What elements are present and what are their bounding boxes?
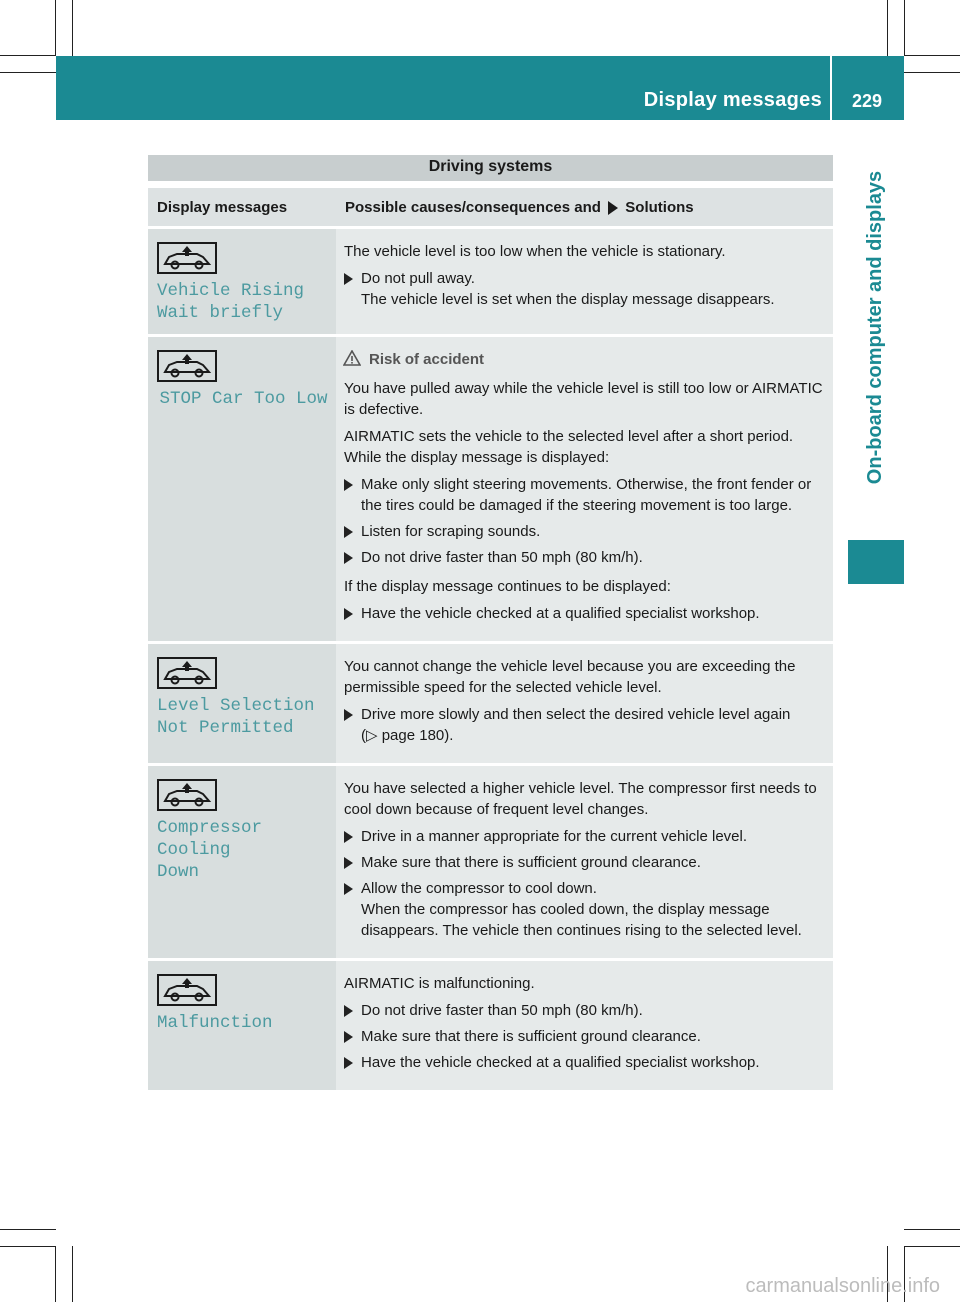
- action-text: Allow the compressor to cool down.: [361, 880, 597, 897]
- warning-triangle-icon: [343, 350, 361, 366]
- solution-cell: [336, 336, 833, 643]
- cause-text: AIRMATIC is malfunctioning.: [344, 975, 535, 992]
- side-tab-label-wrap: [848, 121, 904, 534]
- watermark: carmanualsonline.info: [745, 1275, 940, 1297]
- display-message-cell: [148, 765, 336, 960]
- crop-mark: [904, 1229, 960, 1230]
- crop-mark: [887, 0, 888, 56]
- action-item: Listen for scraping sounds.: [344, 521, 827, 542]
- message-line: Wait briefly: [157, 303, 284, 323]
- vehicle-level-icon: [157, 974, 217, 1006]
- cause-text: You have selected a higher vehicle level. The compressor first needs to cool down because of frequent level changes.: [344, 780, 817, 818]
- vehicle-level-icon: [157, 779, 217, 811]
- crop-mark: [0, 55, 56, 56]
- message-line: Compressor Cooling: [157, 818, 263, 860]
- warning-heading: [369, 349, 827, 370]
- action-arrow-icon: [608, 201, 618, 215]
- page-ref[interactable]: (▷ page 180).: [361, 727, 454, 744]
- cause-text: AIRMATIC sets the vehicle to the selected level after a short period. While the display message is displayed:: [344, 428, 794, 466]
- vehicle-level-icon: [157, 242, 217, 274]
- cause-text: If the display message continues to be displayed:: [344, 578, 671, 595]
- crop-mark: [904, 0, 905, 56]
- crop-mark: [0, 1246, 56, 1247]
- message-line: Down: [157, 862, 200, 882]
- action-text: Drive more slowly and then select the desired vehicle level again: [361, 706, 791, 723]
- message-line: Vehicle Rising: [157, 281, 305, 301]
- action-item: Do not drive faster than 50 mph (80 km/h).: [344, 1000, 827, 1021]
- table-row: [148, 765, 833, 960]
- action-text-cont: The vehicle level is set when the display message disappears.: [361, 291, 775, 308]
- col-header-causes: Possible causes/consequences and: [345, 199, 601, 216]
- display-message-text: Malfunction: [157, 1013, 273, 1033]
- crop-mark: [0, 72, 56, 73]
- page-number: 229: [851, 91, 882, 111]
- vehicle-level-icon: [157, 350, 217, 382]
- crop-mark: [904, 55, 960, 56]
- solution-cell: [336, 765, 833, 960]
- action-item: [344, 704, 827, 746]
- display-message-cell: [148, 336, 336, 643]
- vehicle-level-icon: [157, 657, 217, 689]
- side-tab-marker: [848, 540, 904, 584]
- messages-table: [148, 188, 833, 1093]
- col-header-solutions: [336, 188, 833, 228]
- table-row: [148, 336, 833, 643]
- action-item: Drive in a manner appropriate for the current vehicle level.: [344, 826, 827, 847]
- solution-cell: [336, 960, 833, 1092]
- display-message-text: [157, 817, 330, 883]
- crop-mark: [72, 1246, 73, 1302]
- cause-text: The vehicle level is too low when the vehicle is stationary.: [344, 243, 726, 260]
- col-header-solutions-label: Solutions: [625, 199, 694, 216]
- display-message-text: [157, 695, 330, 739]
- action-item: [344, 878, 827, 941]
- action-item: Make sure that there is sufficient ground clearance.: [344, 852, 827, 873]
- warning-text: Risk of accident: [369, 351, 485, 368]
- cause-text: You have pulled away while the vehicle level is still too low or AIRMATIC is defective.: [344, 380, 823, 418]
- cause-text: You cannot change the vehicle level because you are exceeding the permissible speed for the selected vehicle level.: [344, 658, 796, 696]
- action-item: Have the vehicle checked at a qualified specialist workshop.: [344, 1052, 827, 1073]
- message-line: Not Permitted: [157, 718, 294, 738]
- display-message-cell: [148, 228, 336, 336]
- side-tab-label: On-board computer and displays: [864, 170, 887, 485]
- action-item: Make only slight steering movements. Otherwise, the front fender or the tires could be damaged if the steering movement is too large.: [344, 474, 827, 516]
- header-divider: [830, 56, 832, 120]
- crop-mark: [55, 1246, 56, 1302]
- message-line: Level Selection: [157, 696, 315, 716]
- display-message-cell: [148, 960, 336, 1092]
- crop-mark: [904, 1246, 960, 1247]
- header-title: Display messages: [643, 89, 822, 111]
- solution-cell: [336, 643, 833, 765]
- crop-mark: [72, 0, 73, 56]
- action-item: Do not drive faster than 50 mph (80 km/h).: [344, 547, 827, 568]
- table-header-row: [148, 188, 833, 228]
- crop-mark: [904, 72, 960, 73]
- action-text-cont: When the compressor has cooled down, the display message disappears. The vehicle then continues rising to the selected level.: [361, 901, 802, 939]
- table-row: [148, 960, 833, 1092]
- solution-cell: [336, 228, 833, 336]
- page-header: [56, 56, 904, 120]
- action-item: Make sure that there is sufficient ground clearance.: [344, 1026, 827, 1047]
- display-message-cell: [148, 643, 336, 765]
- table-row: [148, 643, 833, 765]
- display-message-text: [157, 280, 330, 324]
- table-row: [148, 228, 833, 336]
- crop-mark: [55, 0, 56, 56]
- col-header-messages: Display messages: [148, 188, 336, 228]
- action-text: Do not pull away.: [361, 270, 475, 287]
- section-title: Driving systems: [148, 155, 833, 181]
- crop-mark: [0, 1229, 56, 1230]
- display-message-text: STOP Car Too Low: [159, 389, 328, 409]
- action-item: Have the vehicle checked at a qualified specialist workshop.: [344, 603, 827, 624]
- action-item: [344, 268, 827, 310]
